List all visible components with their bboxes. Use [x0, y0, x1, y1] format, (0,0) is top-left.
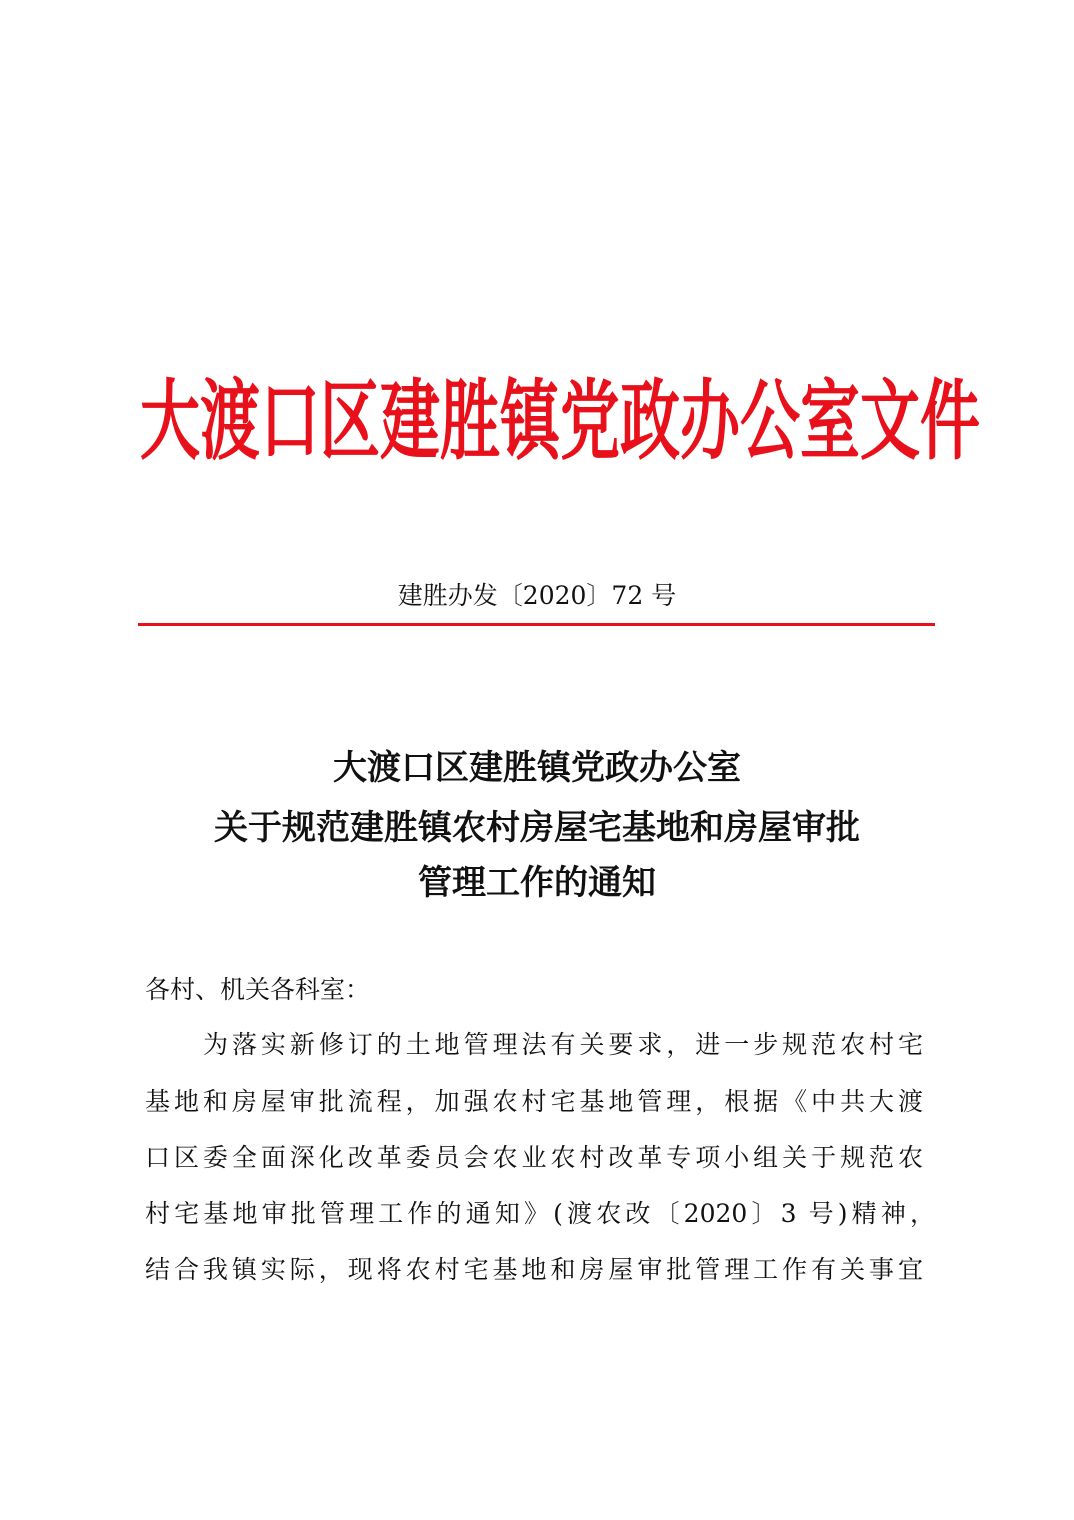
document-header-title: 大渡口区建胜镇党政办公室文件 [140, 371, 980, 473]
body-line: 口区委全面深化改革委员会农业农村改革专项小组关于规范农 [145, 1143, 923, 1172]
body-line: 基地和房屋审批流程，加强农村宅基地管理，根据《中共大渡 [145, 1087, 923, 1116]
body-line: 村宅基地审批管理工作的通知》(渡农改〔2020〕3 号)精神， [145, 1199, 935, 1228]
title-line-1: 大渡口区建胜镇党政办公室 [333, 748, 741, 788]
body-line: 结合我镇实际，现将农村宅基地和房屋审批管理工作有关事宜 [145, 1255, 923, 1284]
salutation: 各村、机关各科室： [145, 975, 371, 1004]
title-line-3: 管理工作的通知 [418, 863, 656, 903]
red-divider-line [138, 623, 935, 626]
document-number: 建胜办发〔2020〕72 号 [397, 581, 677, 610]
title-line-2: 关于规范建胜镇农村房屋宅基地和房屋审批 [214, 808, 860, 848]
body-line: 为落实新修订的土地管理法有关要求，进一步规范农村宅 [203, 1030, 923, 1059]
